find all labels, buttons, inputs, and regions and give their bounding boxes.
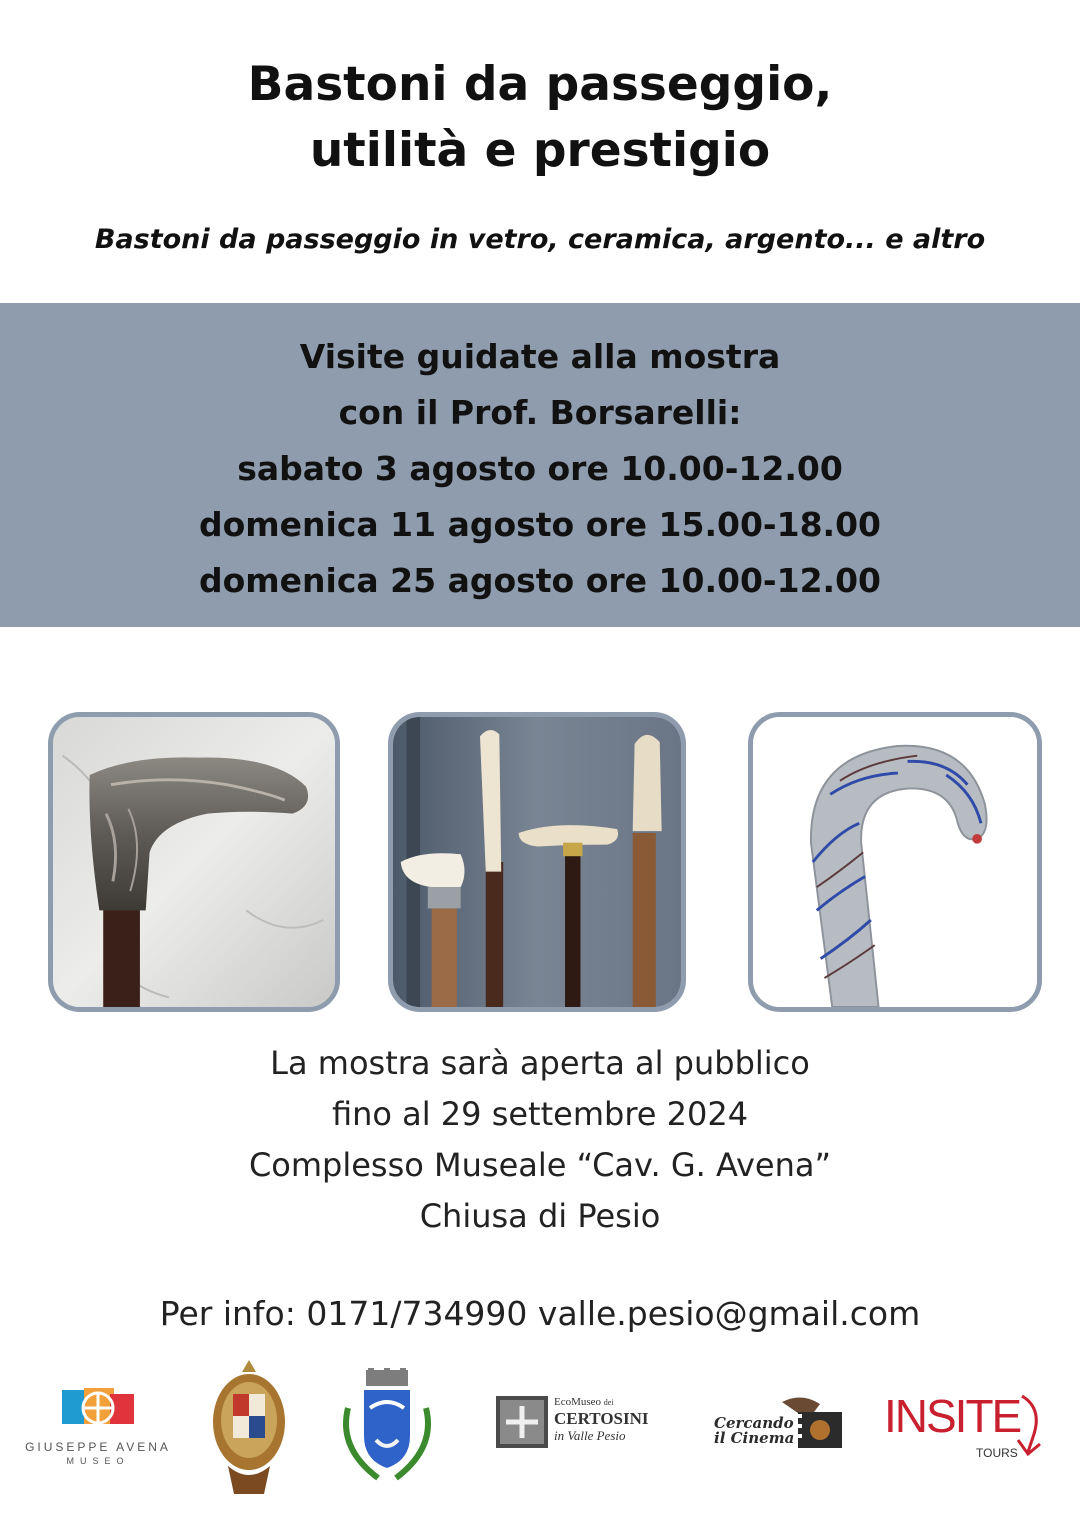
insite-arrow-icon <box>1012 1392 1052 1462</box>
giuseppe-avena-museo-logo <box>22 1384 174 1466</box>
cinema-logo-line2: il Cinema <box>714 1429 795 1447</box>
avena-logo-subtitle: MUSEO <box>66 1456 130 1466</box>
ecomuseo-dei-label: dei <box>603 1398 614 1407</box>
visits-guide: con il Prof. Borsarelli: <box>338 393 742 432</box>
ecomuseo-valle-label: in Valle Pesio <box>554 1428 626 1443</box>
exhibition-line-2: fino al 29 settembre 2024 <box>331 1095 749 1133</box>
display-case-canes-photo <box>388 712 686 1012</box>
exhibition-venue: Complesso Museale “Cav. G. Avena” <box>248 1146 832 1184</box>
visits-heading: Visite guidate alla mostra <box>299 337 781 376</box>
visit-date: domenica 11 agosto ore 15.00-18.00 <box>198 505 881 544</box>
insite-tours-logo <box>884 1390 1054 1466</box>
title-line-1: Bastoni da passeggio, <box>247 57 833 112</box>
ecomuseo-certosini-label: CERTOSINI <box>554 1409 649 1428</box>
contact-info: Per info: 0171/734990 valle.pesio@gmail.com <box>159 1294 921 1333</box>
silver-cane-handle-photo <box>48 712 340 1012</box>
exhibition-town: Chiusa di Pesio <box>419 1197 661 1235</box>
visit-date: domenica 25 agosto ore 10.00-12.00 <box>198 561 881 600</box>
comune-crest-logo <box>338 1368 436 1486</box>
cinema-logo-line1: Cercando <box>714 1414 794 1432</box>
cercando-il-cinema-logo <box>712 1392 844 1452</box>
visit-date: sabato 3 agosto ore 10.00-12.00 <box>237 449 843 488</box>
avena-logo-name: GIUSEPPE AVENA <box>25 1440 171 1454</box>
guided-visits-band <box>0 303 1080 627</box>
glass-cane-photo <box>748 712 1042 1012</box>
poster-title <box>0 52 1080 184</box>
ecomuseo-label: EcoMuseo <box>554 1396 602 1408</box>
insite-logo-tours: TOURS <box>976 1446 1018 1460</box>
exhibition-line-1: La mostra sarà aperta al pubblico <box>270 1044 810 1082</box>
poster-subtitle: Bastoni da passeggio in vetro, ceramica, argento... e altro <box>94 224 986 255</box>
insite-logo-text: INSITE <box>884 1390 1021 1442</box>
coat-of-arms-logo <box>208 1358 290 1504</box>
title-line-2: utilità e prestigio <box>309 123 771 178</box>
exhibition-info <box>0 1038 1080 1242</box>
